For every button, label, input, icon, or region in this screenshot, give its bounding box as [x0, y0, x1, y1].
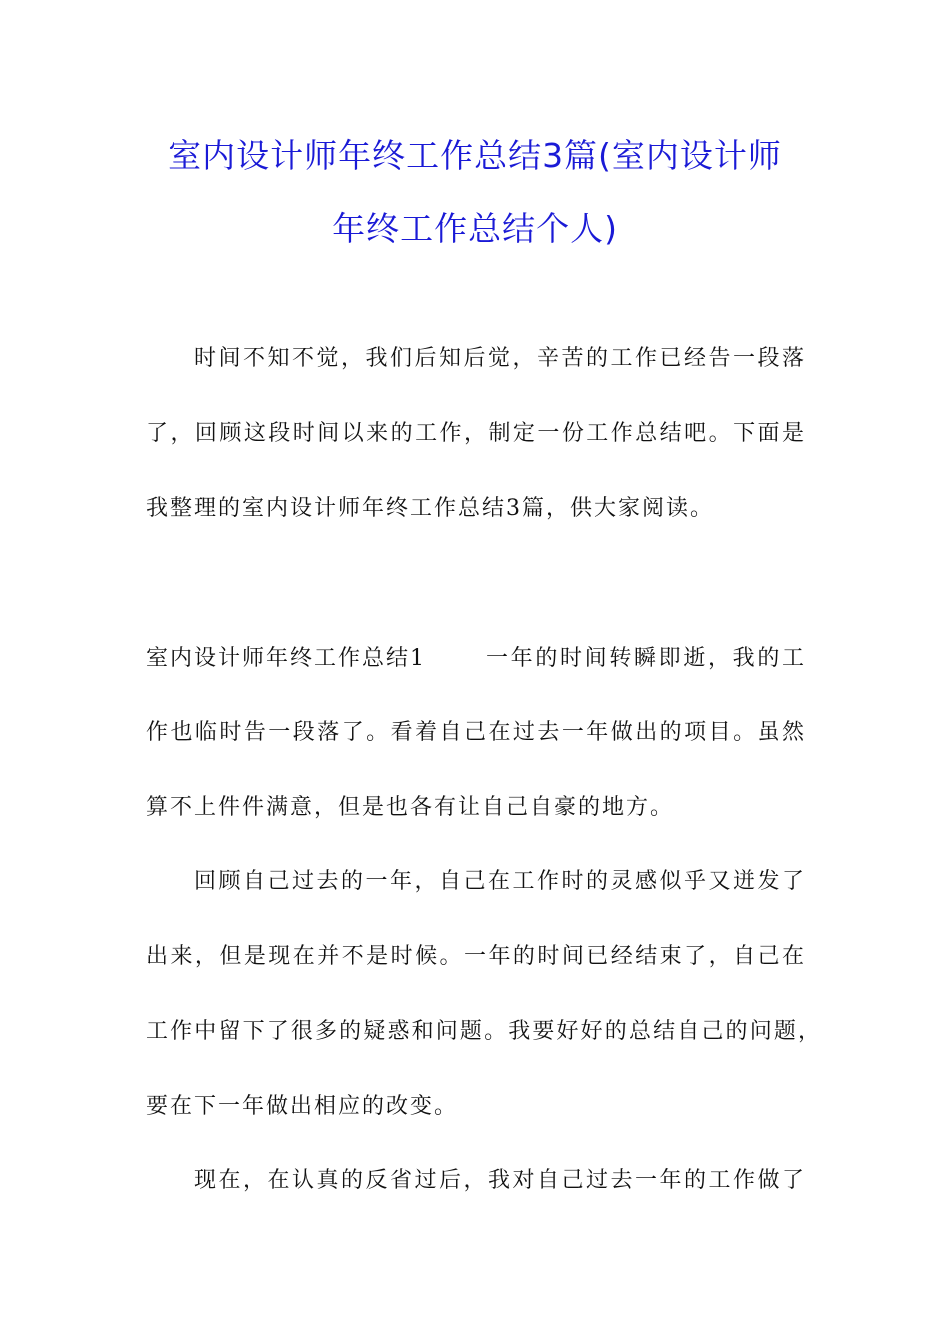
document-title-line-1: 室内设计师年终工作总结3篇(室内设计师: [168, 136, 782, 175]
para2-line-4: 要在下一年做出相应的改变。: [146, 1094, 459, 1119]
para2-line-2: 出来，但是现在并不是时候。一年的时间已经结束了，自己在: [146, 944, 804, 969]
intro-line-2: 了，回顾这段时间以来的工作，制定一份工作总结吧。下面是: [146, 421, 804, 446]
intro-line-1: 时间不知不觉，我们后知后觉，辛苦的工作已经告一段落: [194, 346, 804, 371]
para2-line-1: 回顾自己过去的一年，自己在工作时的灵感似乎又迸发了: [194, 869, 804, 894]
section1-heading: 室内设计师年终工作总结1: [146, 646, 426, 671]
document-title-line-2: 年终工作总结个人): [332, 209, 618, 248]
para3-line-1: 现在，在认真的反省过后，我对自己过去一年的工作做了: [194, 1168, 804, 1193]
section1-line-3: 算不上件件满意，但是也各有让自己自豪的地方。: [146, 795, 675, 820]
section1-line-1: 一年的时间转瞬即逝，我的工: [486, 646, 804, 671]
intro-line-3: 我整理的室内设计师年终工作总结3篇，供大家阅读。: [146, 496, 714, 521]
section1-line-2: 作也临时告一段落了。看着自己在过去一年做出的项目。虽然: [146, 720, 804, 745]
para2-line-3: 工作中留下了很多的疑惑和问题。我要好好的总结自己的问题，: [146, 1019, 820, 1044]
